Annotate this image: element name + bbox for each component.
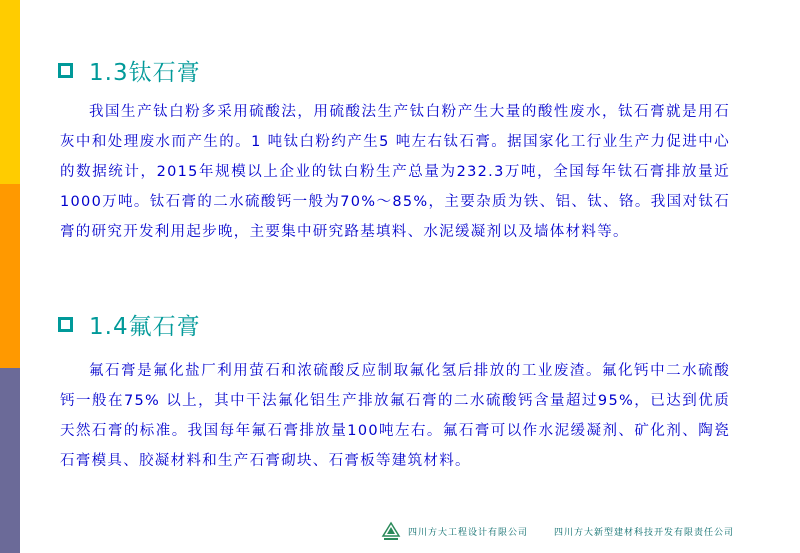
sidebar-band-purple — [0, 368, 20, 553]
footer — [380, 516, 780, 546]
sidebar-decoration — [0, 0, 20, 553]
footer-company-name-1: 四川方大工程设计有限公司 — [408, 527, 529, 538]
section-paragraph-fluorogypsum: 氟石膏是氟化盐厂利用萤石和浓硫酸反应制取氟化氢后排放的工业废渣。氟化钙中二水硫酸钙一般在75% 以上，其中干法氟化铝生产排放氟石膏的二水硫酸钙含量超过95%，已达到优质天然石膏的标准。我国每年氟石膏排放量100吨左右。氟石膏可以作水泥缓凝剂、矿化剂、陶瓷石膏模具、胶凝材料和生产石膏砌块、石膏板等建筑材料。 — [60, 363, 730, 469]
company-logo-icon — [380, 520, 402, 542]
section-heading-1-3 — [58, 54, 201, 87]
section-paragraph-titanium-gypsum: 我国生产钛白粉多采用硫酸法，用硫酸法生产钛白粉产生大量的酸性废水，钛石膏就是用石灰中和处理废水而产生的。1 吨钛白粉约产生5 吨左右钛石膏。据国家化工行业生产力促进中心的数据统计，2015年规模以上企业的钛白粉生产总量为232.3万吨，全国每年钛石膏排放量近1000万吨。钛石膏的二水硫酸钙一般为70%～85%，主要杂质为铁、铝、钛、铬。我国对钛石膏的研究开发利用起步晚，主要集中研究路基填料、水泥缓凝剂以及墙体材料等。 — [60, 104, 730, 240]
square-bullet-icon — [58, 63, 73, 78]
sidebar-band-orange — [0, 184, 20, 368]
square-bullet-icon — [58, 317, 73, 332]
section-heading-text: 1.4氟石膏 — [89, 314, 201, 340]
section-heading-1-4 — [58, 308, 201, 341]
footer-company-name-2: 四川方大新型建材科技开发有限责任公司 — [554, 527, 735, 538]
section-heading-text: 1.3钛石膏 — [89, 60, 201, 86]
sidebar-band-yellow — [0, 0, 20, 184]
